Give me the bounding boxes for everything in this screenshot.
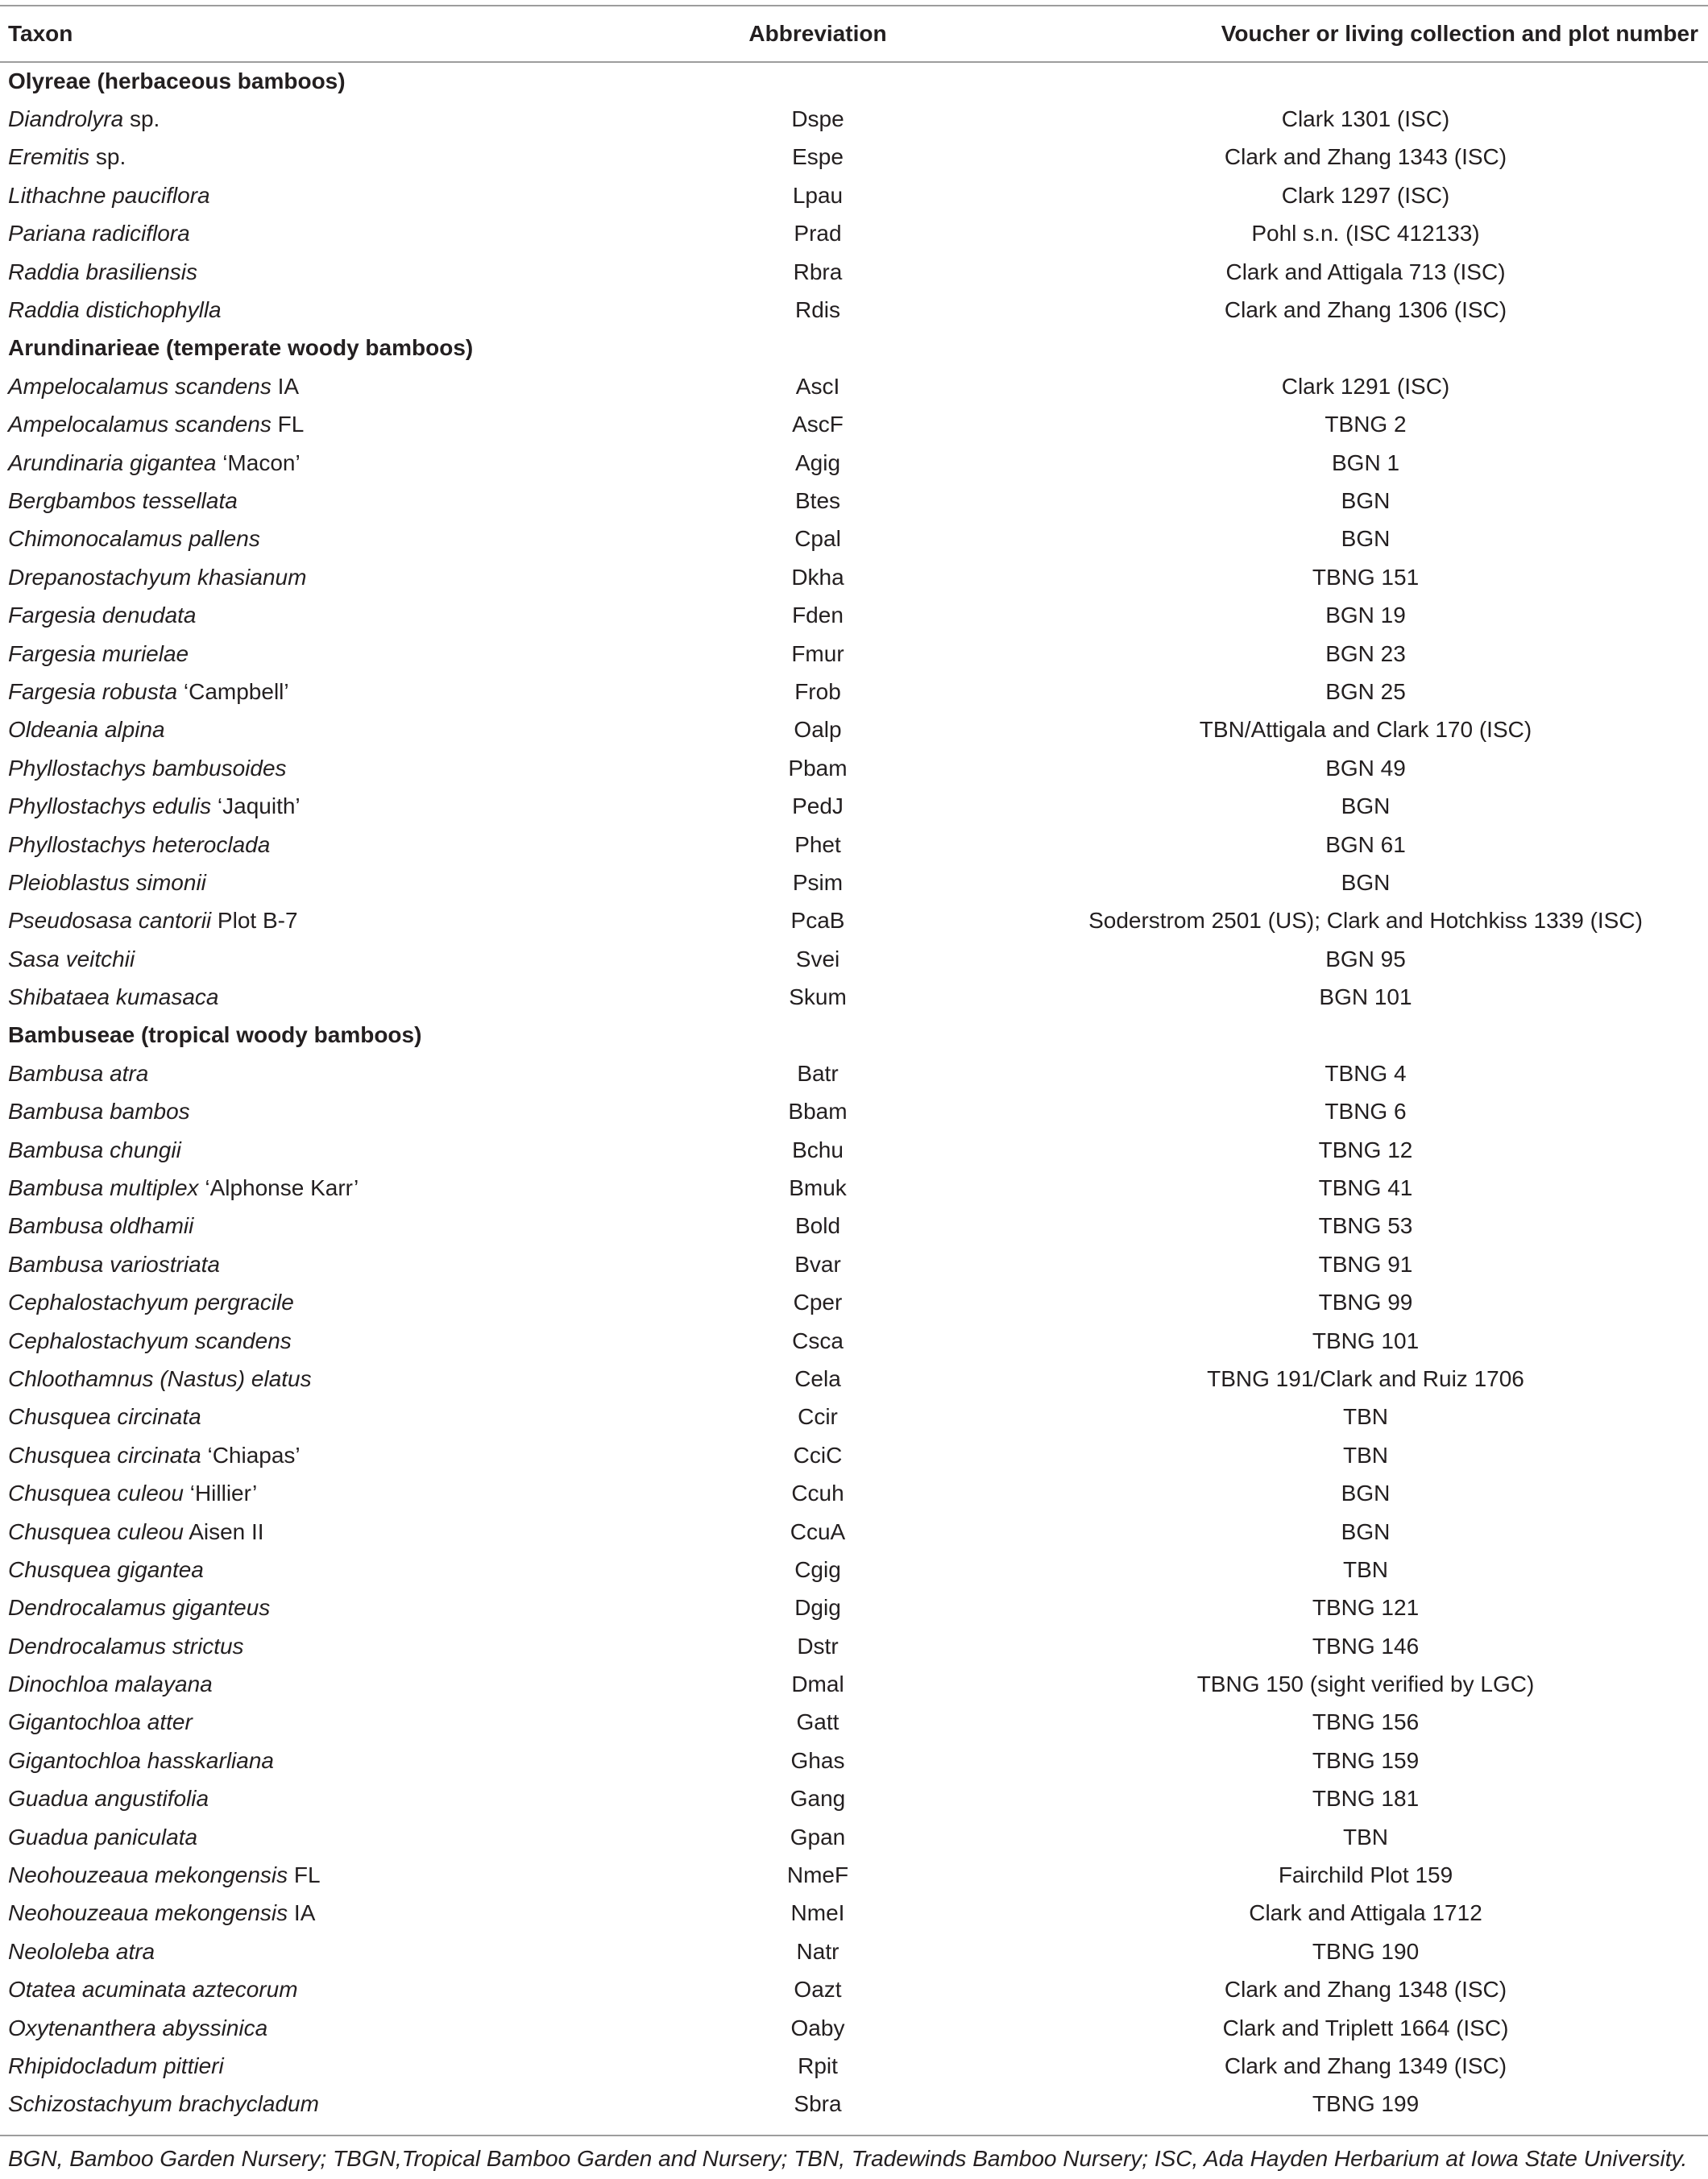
taxon-name: Gigantochloa hasskarliana xyxy=(8,1747,274,1773)
taxon-name: Ampelocalamus scandens xyxy=(8,373,272,399)
abbreviation-cell: Gang xyxy=(790,1786,846,1812)
table-row xyxy=(0,978,1708,1016)
taxon-cell xyxy=(0,291,612,329)
table-row xyxy=(0,1322,1708,1360)
taxon-cell xyxy=(0,1436,612,1474)
taxon-qualifier: ‘Campbell’ xyxy=(177,678,289,704)
voucher-cell: Clark 1301 (ISC) xyxy=(1281,106,1450,132)
taxon-cell xyxy=(0,1474,612,1512)
taxon-cell xyxy=(0,1665,612,1703)
voucher-cell: BGN xyxy=(1341,1481,1391,1506)
voucher-cell: Clark and Zhang 1306 (ISC) xyxy=(1224,297,1507,323)
table-row xyxy=(0,1971,1708,2009)
taxon-qualifier: ‘Hillier’ xyxy=(183,1481,258,1506)
table-row xyxy=(0,1054,1708,1092)
abbreviation-cell: Agig xyxy=(794,449,841,475)
voucher-cell: TBNG 191/Clark and Ruiz 1706 xyxy=(1207,1365,1524,1391)
taxon-name: Bambusa multiplex xyxy=(8,1175,199,1201)
voucher-cell: BGN 1 xyxy=(1331,449,1400,475)
taxon-cell xyxy=(0,2009,612,2047)
voucher-cell: BGN 49 xyxy=(1325,755,1406,781)
taxon-name: Pariana radiciflora xyxy=(8,221,190,246)
taxon-qualifier: FL xyxy=(288,1862,321,1888)
taxon-name: Otatea acuminata aztecorum xyxy=(8,1977,298,2003)
table-row xyxy=(0,558,1708,596)
voucher-cell: BGN 23 xyxy=(1325,640,1406,666)
voucher-cell: TBNG 53 xyxy=(1318,1213,1413,1239)
taxon-name: Dendrocalamus strictus xyxy=(8,1633,244,1659)
table-row xyxy=(0,1398,1708,1436)
taxon-cell xyxy=(0,444,612,482)
taxon-name: Oxytenanthera abyssinica xyxy=(8,2015,268,2040)
taxon-cell xyxy=(0,596,612,634)
voucher-cell: TBNG 181 xyxy=(1312,1786,1420,1812)
voucher-cell: TBNG 101 xyxy=(1312,1328,1420,1353)
voucher-cell: Pohl s.n. (ISC 412133) xyxy=(1251,221,1480,246)
abbreviation-cell: Bvar xyxy=(794,1251,841,1277)
taxon-cell xyxy=(0,1322,612,1360)
table-row xyxy=(0,864,1708,901)
taxon-cell xyxy=(0,1589,612,1627)
abbreviation-cell: Bmuk xyxy=(789,1175,847,1201)
taxon-name: Cephalostachyum scandens xyxy=(8,1328,292,1353)
taxon-cell xyxy=(0,1856,612,1894)
voucher-cell: TBNG 146 xyxy=(1312,1633,1420,1659)
abbreviation-cell: Dmal xyxy=(791,1672,844,1697)
voucher-cell: Soderstrom 2501 (US); Clark and Hotchkiss 1339 (ISC) xyxy=(1088,908,1643,934)
taxon-cell xyxy=(0,139,612,176)
voucher-cell: TBNG 190 xyxy=(1312,1938,1420,1964)
taxon-name: Bergbambos tessellata xyxy=(8,487,238,513)
abbreviation-cell: AscI xyxy=(795,373,840,399)
taxon-name: Bambusa variostriata xyxy=(8,1251,221,1277)
taxon-name: Bambusa bambos xyxy=(8,1099,190,1125)
voucher-cell: TBNG 91 xyxy=(1318,1251,1413,1277)
table-row xyxy=(0,444,1708,482)
taxon-name: Dinochloa malayana xyxy=(8,1672,213,1697)
taxon-name: Diandrolyra xyxy=(8,106,124,132)
table-row xyxy=(0,1895,1708,1933)
taxon-cell xyxy=(0,1360,612,1398)
table-row xyxy=(0,1436,1708,1474)
table-row xyxy=(0,1513,1708,1551)
taxon-cell xyxy=(0,902,612,940)
voucher-cell: Clark and Attigala 1712 xyxy=(1249,1900,1482,1926)
table-row xyxy=(0,1284,1708,1322)
abbreviation-cell: Cela xyxy=(794,1365,841,1391)
header-taxon: Taxon xyxy=(0,6,612,62)
table-row xyxy=(0,176,1708,214)
abbreviation-cell: Svei xyxy=(795,946,840,971)
abbreviation-cell: Oaby xyxy=(790,2015,845,2040)
taxon-qualifier: ‘Alphonse Karr’ xyxy=(198,1175,359,1201)
abbreviation-cell: Dstr xyxy=(797,1633,839,1659)
group-title: Arundinarieae (temperate woody bamboos) xyxy=(8,335,474,361)
taxon-qualifier: sp. xyxy=(89,144,126,170)
taxon-cell xyxy=(0,1627,612,1665)
taxon-cell xyxy=(0,1093,612,1131)
voucher-cell: TBNG 151 xyxy=(1312,564,1420,590)
taxon-cell xyxy=(0,749,612,787)
abbreviation-cell: Cgig xyxy=(794,1556,841,1582)
taxon-name: Arundinaria gigantea xyxy=(8,449,217,475)
taxon-name: Dendrocalamus giganteus xyxy=(8,1595,271,1621)
voucher-cell: TBN xyxy=(1343,1824,1388,1850)
taxon-name: Schizostachyum brachycladum xyxy=(8,2091,319,2117)
taxon-cell xyxy=(0,367,612,405)
table-row xyxy=(0,1208,1708,1245)
abbreviation-cell: Natr xyxy=(796,1938,839,1964)
table-row xyxy=(0,902,1708,940)
voucher-cell: Clark 1291 (ISC) xyxy=(1281,373,1450,399)
taxon-cell xyxy=(0,673,612,710)
table-row xyxy=(0,482,1708,520)
table-row xyxy=(0,1742,1708,1779)
abbreviation-cell: Fmur xyxy=(791,640,844,666)
taxon-cell xyxy=(0,1971,612,2009)
voucher-cell: TBN xyxy=(1343,1556,1388,1582)
taxon-name: Raddia distichophylla xyxy=(8,297,222,323)
taxon-name: Lithachne pauciflora xyxy=(8,182,210,208)
table-row xyxy=(0,1780,1708,1818)
taxon-cell xyxy=(0,176,612,214)
taxon-name: Bambusa oldhamii xyxy=(8,1213,194,1239)
abbreviation-cell: PcaB xyxy=(790,908,845,934)
voucher-cell: BGN xyxy=(1341,487,1391,513)
abbreviation-cell: Skum xyxy=(789,984,847,1010)
abbreviation-cell: Cpal xyxy=(794,526,841,552)
voucher-cell: BGN 61 xyxy=(1325,831,1406,857)
abbreviation-cell: NmeI xyxy=(790,1900,845,1926)
taxon-cell xyxy=(0,1208,612,1245)
taxon-name: Fargesia denudata xyxy=(8,603,197,628)
header-abbreviation: Abbreviation xyxy=(612,6,1023,62)
taxon-cell xyxy=(0,1398,612,1436)
taxon-table xyxy=(0,5,1708,2123)
voucher-cell: BGN xyxy=(1341,869,1391,895)
voucher-cell: TBNG 12 xyxy=(1318,1137,1413,1162)
table-row xyxy=(0,1665,1708,1703)
voucher-cell: Clark and Triplett 1664 (ISC) xyxy=(1222,2015,1509,2040)
abbreviation-cell: Fden xyxy=(792,603,844,628)
abbreviation-cell: Ghas xyxy=(790,1747,845,1773)
abbreviation-cell: Bbam xyxy=(788,1099,848,1125)
table-row xyxy=(0,139,1708,176)
taxon-qualifier: IA xyxy=(288,1900,316,1926)
voucher-cell: BGN 19 xyxy=(1325,603,1406,628)
table-row xyxy=(0,1627,1708,1665)
taxon-cell xyxy=(0,215,612,253)
table-body xyxy=(0,62,1708,2123)
table-row xyxy=(0,940,1708,978)
voucher-cell: Clark and Zhang 1348 (ISC) xyxy=(1224,1977,1507,2003)
taxon-cell xyxy=(0,1780,612,1818)
abbreviation-cell: Btes xyxy=(794,487,841,513)
taxon-qualifier: ‘Macon’ xyxy=(216,449,301,475)
taxon-name: Fargesia robusta xyxy=(8,678,178,704)
taxon-name: Sasa veitchii xyxy=(8,946,135,971)
voucher-cell: BGN xyxy=(1341,1518,1391,1544)
abbreviation-cell: Gatt xyxy=(796,1709,839,1735)
taxon-name: Phyllostachys heteroclada xyxy=(8,831,271,857)
voucher-cell: TBNG 41 xyxy=(1318,1175,1413,1201)
abbreviation-cell: Bold xyxy=(794,1213,841,1239)
taxon-cell xyxy=(0,2086,612,2123)
abbreviation-cell: Dspe xyxy=(791,106,844,132)
abbreviation-cell: Psim xyxy=(792,869,844,895)
taxon-cell xyxy=(0,1245,612,1283)
taxon-name: Ampelocalamus scandens xyxy=(8,412,272,437)
taxon-cell xyxy=(0,978,612,1016)
voucher-cell: TBNG 6 xyxy=(1325,1099,1407,1125)
voucher-cell: BGN 95 xyxy=(1325,946,1406,971)
taxon-name: Chloothamnus (Nastus) elatus xyxy=(8,1365,312,1391)
abbreviation-cell: Pbam xyxy=(788,755,848,781)
table-row xyxy=(0,673,1708,710)
table-row xyxy=(0,749,1708,787)
group-title: Olyreae (herbaceous bamboos) xyxy=(8,68,346,94)
taxon-name: Chusquea culeou xyxy=(8,1518,184,1544)
table-row xyxy=(0,406,1708,444)
voucher-cell: Clark 1297 (ISC) xyxy=(1281,182,1450,208)
taxon-cell xyxy=(0,864,612,901)
taxon-name: Drepanostachyum khasianum xyxy=(8,564,307,590)
abbreviation-cell: Bchu xyxy=(792,1137,844,1162)
abbreviation-cell: Oazt xyxy=(794,1977,842,2003)
taxon-cell xyxy=(0,1513,612,1551)
abbreviation-cell: Phet xyxy=(794,831,841,857)
header-row xyxy=(0,6,1708,62)
taxon-name: Cephalostachyum pergracile xyxy=(8,1290,294,1315)
abbreviation-cell: NmeF xyxy=(786,1862,849,1888)
voucher-cell: BGN xyxy=(1341,793,1391,819)
taxon-name: Guadua angustifolia xyxy=(8,1786,209,1812)
table-row xyxy=(0,1551,1708,1589)
abbreviation-cell: PedJ xyxy=(792,793,844,819)
taxon-name: Pseudosasa cantorii xyxy=(8,908,212,934)
voucher-cell: Clark and Attigala 713 (ISC) xyxy=(1225,259,1506,284)
taxon-cell xyxy=(0,1131,612,1169)
taxon-cell xyxy=(0,482,612,520)
voucher-cell: TBN xyxy=(1343,1442,1388,1468)
table-row xyxy=(0,1360,1708,1398)
voucher-cell: TBNG 199 xyxy=(1312,2091,1420,2117)
abbreviation-cell: Prad xyxy=(794,221,842,246)
taxon-name: Neohouzeaua mekongensis xyxy=(8,1900,288,1926)
taxon-name: Gigantochloa atter xyxy=(8,1709,193,1735)
voucher-cell: TBNG 159 xyxy=(1312,1747,1420,1773)
taxon-name: Chusquea circinata xyxy=(8,1442,201,1468)
voucher-cell: TBN/Attigala and Clark 170 (ISC) xyxy=(1199,717,1532,743)
table-row xyxy=(0,291,1708,329)
taxon-cell xyxy=(0,520,612,558)
voucher-cell: BGN xyxy=(1341,526,1391,552)
taxon-cell xyxy=(0,100,612,138)
taxon-name: Pleioblastus simonii xyxy=(8,869,206,895)
voucher-cell: TBNG 4 xyxy=(1325,1060,1407,1086)
taxon-name: Neololeba atra xyxy=(8,1938,155,1964)
abbreviation-cell: Frob xyxy=(794,678,841,704)
table-row xyxy=(0,1093,1708,1131)
taxon-qualifier: Aisen II xyxy=(183,1518,264,1544)
taxon-name: Shibataea kumasaca xyxy=(8,984,219,1010)
abbreviation-cell: Ccir xyxy=(798,1404,838,1430)
taxon-name: Bambusa atra xyxy=(8,1060,149,1086)
taxon-name: Fargesia murielae xyxy=(8,640,189,666)
taxon-qualifier: ‘Chiapas’ xyxy=(201,1442,301,1468)
table-row xyxy=(0,1589,1708,1627)
taxon-cell xyxy=(0,826,612,864)
abbreviation-cell: Dgig xyxy=(794,1595,841,1621)
taxon-name: Raddia brasiliensis xyxy=(8,259,198,284)
taxon-name: Chusquea gigantea xyxy=(8,1556,204,1582)
table-row xyxy=(0,596,1708,634)
taxon-qualifier: sp. xyxy=(123,106,160,132)
voucher-cell: TBNG 2 xyxy=(1325,412,1407,437)
voucher-cell: TBNG 121 xyxy=(1312,1595,1420,1621)
taxon-name: Chusquea culeou xyxy=(8,1481,184,1506)
taxon-cell xyxy=(0,1895,612,1933)
table-header xyxy=(0,6,1708,62)
table-row xyxy=(0,215,1708,253)
taxon-name: Oldeania alpina xyxy=(8,717,165,743)
table-row xyxy=(0,711,1708,749)
table-row xyxy=(0,1169,1708,1207)
group-title: Bambuseae (tropical woody bamboos) xyxy=(8,1022,422,1048)
abbreviation-cell: Dkha xyxy=(791,564,844,590)
table-row xyxy=(0,1245,1708,1283)
taxon-cell xyxy=(0,711,612,749)
taxon-cell xyxy=(0,1933,612,1970)
taxon-name: Rhipidocladum pittieri xyxy=(8,2053,224,2078)
taxon-cell xyxy=(0,1284,612,1322)
abbreviation-cell: CciC xyxy=(793,1442,843,1468)
abbreviation-cell: Lpau xyxy=(792,182,844,208)
table-row xyxy=(0,1474,1708,1512)
taxon-qualifier: ‘Jaquith’ xyxy=(211,793,301,819)
abbreviation-cell: Batr xyxy=(797,1060,839,1086)
taxon-qualifier: Plot B-7 xyxy=(211,908,298,934)
taxon-cell xyxy=(0,635,612,673)
group-row xyxy=(0,1017,1708,1054)
voucher-cell: TBNG 99 xyxy=(1318,1290,1413,1315)
abbreviation-cell: Oalp xyxy=(794,717,842,743)
taxon-cell xyxy=(0,787,612,825)
abbreviation-cell: Rdis xyxy=(794,297,840,323)
taxon-cell xyxy=(0,1818,612,1856)
taxon-cell xyxy=(0,1742,612,1779)
table-row xyxy=(0,1704,1708,1742)
abbreviation-cell: Csca xyxy=(792,1328,844,1353)
voucher-cell: BGN 25 xyxy=(1325,678,1406,704)
taxon-cell xyxy=(0,406,612,444)
table-row xyxy=(0,2009,1708,2047)
taxon-cell xyxy=(0,2047,612,2085)
voucher-cell: BGN 101 xyxy=(1319,984,1412,1010)
table-row xyxy=(0,1856,1708,1894)
table-row xyxy=(0,826,1708,864)
voucher-cell: TBNG 156 xyxy=(1312,1709,1420,1735)
taxon-cell xyxy=(0,558,612,596)
taxon-name: Bambusa chungii xyxy=(8,1137,181,1162)
taxon-cell xyxy=(0,1551,612,1589)
voucher-cell: TBNG 150 (sight verified by LGC) xyxy=(1196,1672,1535,1697)
taxon-name: Guadua paniculata xyxy=(8,1824,198,1850)
abbreviation-cell: Cper xyxy=(793,1290,843,1315)
table-row xyxy=(0,2086,1708,2123)
abbreviation-cell: Gpan xyxy=(790,1824,846,1850)
voucher-cell: TBN xyxy=(1343,1404,1388,1430)
abbreviation-cell: Rpit xyxy=(798,2053,838,2078)
voucher-cell: Clark and Zhang 1343 (ISC) xyxy=(1224,144,1507,170)
taxon-name: Neohouzeaua mekongensis xyxy=(8,1862,288,1888)
table-row xyxy=(0,787,1708,825)
voucher-cell: Clark and Zhang 1349 (ISC) xyxy=(1224,2053,1507,2078)
taxon-name: Chimonocalamus pallens xyxy=(8,526,260,552)
abbreviation-cell: Rbra xyxy=(793,259,843,284)
taxon-cell xyxy=(0,1704,612,1742)
taxon-cell xyxy=(0,1054,612,1092)
taxon-name: Phyllostachys edulis xyxy=(8,793,212,819)
taxon-cell xyxy=(0,940,612,978)
taxon-name: Chusquea circinata xyxy=(8,1404,201,1430)
taxon-qualifier: FL xyxy=(271,412,305,437)
table-row xyxy=(0,253,1708,291)
abbreviation-cell: Espe xyxy=(792,144,844,170)
table-footnote: BGN, Bamboo Garden Nursery; TBGN,Tropical Bamboo Garden and Nursery; TBN, Tradewinds Bamboo Nursery; ISC, Ada Hayden Herbarium at Iowa State University. xyxy=(0,2135,1708,2172)
group-row xyxy=(0,329,1708,367)
group-row xyxy=(0,62,1708,100)
header-voucher: Voucher or living collection and plot number xyxy=(1023,6,1708,62)
table-row xyxy=(0,520,1708,558)
taxon-name: Phyllostachys bambusoides xyxy=(8,755,287,781)
abbreviation-cell: AscF xyxy=(792,412,844,437)
taxon-qualifier: IA xyxy=(271,373,300,399)
table-row xyxy=(0,1818,1708,1856)
table-row xyxy=(0,2047,1708,2085)
abbreviation-cell: Sbra xyxy=(794,2091,842,2117)
abbreviation-cell: Ccuh xyxy=(791,1481,844,1506)
abbreviation-cell: CcuA xyxy=(790,1518,846,1544)
table-row xyxy=(0,367,1708,405)
taxon-cell xyxy=(0,1169,612,1207)
table-row xyxy=(0,1131,1708,1169)
table-row xyxy=(0,635,1708,673)
voucher-cell: Fairchild Plot 159 xyxy=(1278,1862,1453,1888)
taxon-cell xyxy=(0,253,612,291)
table-row xyxy=(0,1933,1708,1970)
taxon-name: Eremitis xyxy=(8,144,90,170)
table-row xyxy=(0,100,1708,138)
